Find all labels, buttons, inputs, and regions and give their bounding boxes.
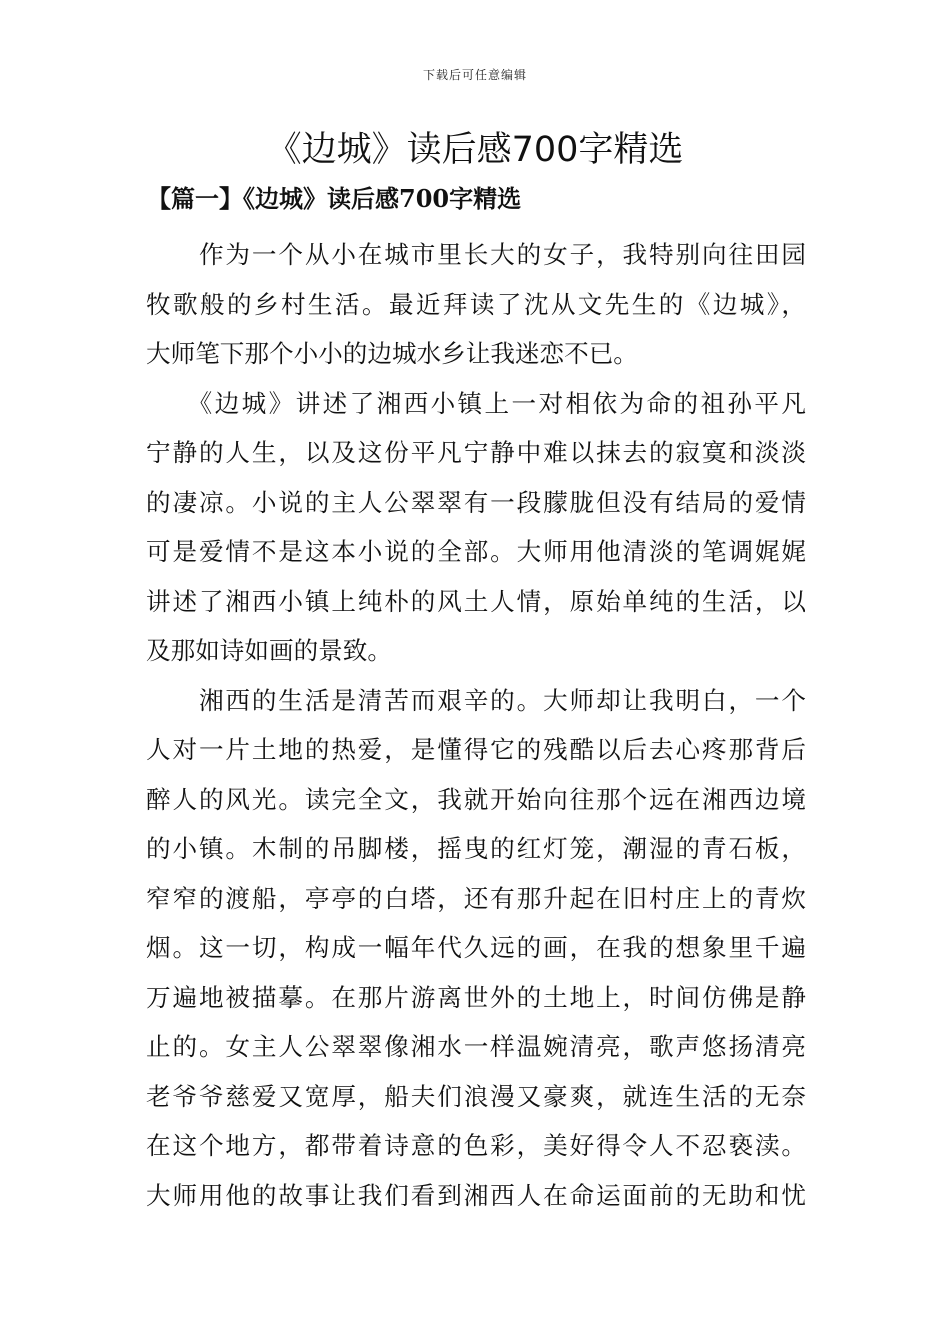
header-note: 下载后可任意编辑 — [422, 68, 527, 82]
text-line: 宁静的人生，以及这份平凡宁静中难以抹去的寂寞和淡淡 — [146, 438, 806, 467]
article-body — [146, 230, 806, 1220]
text-line: 作为一个从小在城市里长大的女子，我特别向往田园 — [146, 240, 806, 269]
text-line: 《边城》讲述了湘西小镇上一对相依为命的祖孙平凡 — [146, 388, 806, 418]
paragraph-2 — [146, 379, 806, 676]
text-line: 万遍地被描摹。在那片游离世外的土地上，时间仿佛是静 — [146, 982, 806, 1012]
text-line: 大师笔下那个小小的边城水乡让我迷恋不已。 — [146, 339, 638, 368]
text-line: 人对一片土地的热爱，是懂得它的残酷以后去心疼那背后 — [146, 735, 806, 764]
text-line: 窄窄的渡船，亭亭的白塔，还有那升起在旧村庄上的青炊 — [146, 883, 806, 913]
text-line: 烟。这一切，构成一幅年代久远的画，在我的想象里千遍 — [146, 933, 806, 962]
section-heading: 【篇一】《边城》读后感700字精选 — [147, 184, 522, 213]
text-line: 在这个地方，都带着诗意的色彩，美好得令人不忍亵渎。 — [146, 1131, 806, 1160]
text-line: 醉人的风光。读完全文，我就开始向往那个远在湘西边境 — [146, 784, 806, 814]
text-line: 大师用他的故事让我们看到湘西人在命运面前的无助和忧 — [146, 1180, 806, 1210]
text-line: 止的。女主人公翠翠像湘水一样温婉清亮，歌声悠扬清亮 — [146, 1032, 806, 1061]
text-line: 湘西的生活是清苦而艰辛的。大师却让我明白，一个 — [146, 685, 806, 715]
text-line: 的凄凉。小说的主人公翠翠有一段朦胧但没有结局的爱情 — [146, 487, 806, 517]
text-line: 牧歌般的乡村生活。最近拜读了沈从文先生的《边城》， — [146, 289, 806, 319]
text-line: 老爷爷慈爱又宽厚，船夫们浪漫又豪爽，就连生活的无奈 — [146, 1081, 806, 1111]
text-line: 可是爱情不是这本小说的全部。大师用他清淡的笔调娓娓 — [146, 537, 806, 566]
text-line: 的小镇。木制的吊脚楼，摇曳的红灯笼，潮湿的青石板， — [146, 834, 806, 863]
paragraph-1 — [146, 230, 806, 379]
text-line: 及那如诗如画的景致。 — [146, 636, 392, 665]
page-title: 《边城》读后感700字精选 — [266, 130, 684, 170]
paragraph-3 — [146, 676, 806, 1221]
text-line: 讲述了湘西小镇上纯朴的风土人情，原始单纯的生活，以 — [146, 586, 806, 616]
